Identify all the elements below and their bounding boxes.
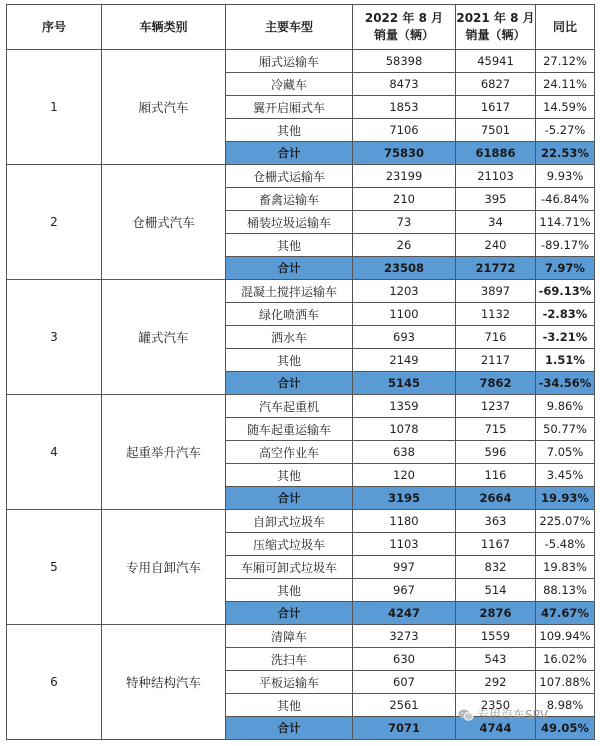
sales-2022-cell: 8473 [353, 73, 456, 96]
model-cell: 清障车 [226, 625, 353, 648]
sales-2021-cell: 45941 [456, 50, 536, 73]
yoy-cell: -89.17% [536, 234, 595, 257]
total-label-cell: 合计 [226, 602, 353, 625]
model-cell: 平板运输车 [226, 671, 353, 694]
yoy-cell: 8.98% [536, 694, 595, 717]
model-cell: 其他 [226, 349, 353, 372]
sales-2022-cell: 1180 [353, 510, 456, 533]
model-cell: 随车起重运输车 [226, 418, 353, 441]
model-cell: 其他 [226, 119, 353, 142]
sales-2021-cell: 240 [456, 234, 536, 257]
table-row [7, 280, 595, 303]
total-yoy-cell: 47.67% [536, 602, 595, 625]
yoy-cell: 3.45% [536, 464, 595, 487]
sales-2022-cell: 967 [353, 579, 456, 602]
total-2022-cell: 5145 [353, 372, 456, 395]
category-cell: 起重举升汽车 [102, 395, 226, 510]
sales-2022-cell: 1853 [353, 96, 456, 119]
sales-2021-cell: 514 [456, 579, 536, 602]
model-cell: 汽车起重机 [226, 395, 353, 418]
sales-2021-cell: 3897 [456, 280, 536, 303]
yoy-cell: 16.02% [536, 648, 595, 671]
sales-2021-cell: 2117 [456, 349, 536, 372]
total-2022-cell: 75830 [353, 142, 456, 165]
model-cell: 洗扫车 [226, 648, 353, 671]
yoy-cell: 1.51% [536, 349, 595, 372]
total-yoy-cell: 7.97% [536, 257, 595, 280]
yoy-cell: 9.93% [536, 165, 595, 188]
sales-2022-cell: 3273 [353, 625, 456, 648]
model-cell: 高空作业车 [226, 441, 353, 464]
yoy-cell: 9.86% [536, 395, 595, 418]
model-cell: 压缩式垃圾车 [226, 533, 353, 556]
header-2021 [456, 5, 536, 50]
model-cell: 畜禽运输车 [226, 188, 353, 211]
seq-cell: 4 [7, 395, 102, 510]
header-2022-line1: 2022 年 8 月 [364, 11, 444, 25]
wechat-icon [458, 708, 474, 722]
sales-2021-cell: 1617 [456, 96, 536, 119]
table-row [7, 395, 595, 418]
sales-2022-cell: 638 [353, 441, 456, 464]
sales-2022-cell: 630 [353, 648, 456, 671]
sales-2021-cell: 832 [456, 556, 536, 579]
model-cell: 仓栅式运输车 [226, 165, 353, 188]
sales-2022-cell: 1103 [353, 533, 456, 556]
header-2021-line2: 销量（辆） [465, 28, 526, 42]
total-yoy-cell: 19.93% [536, 487, 595, 510]
total-label-cell: 合计 [226, 142, 353, 165]
yoy-cell: 24.11% [536, 73, 595, 96]
total-2021-cell: 4744 [456, 717, 536, 740]
seq-cell: 6 [7, 625, 102, 740]
sales-2022-cell: 58398 [353, 50, 456, 73]
seq-cell: 1 [7, 50, 102, 165]
model-cell: 自卸式垃圾车 [226, 510, 353, 533]
sales-2022-cell: 607 [353, 671, 456, 694]
total-label-cell: 合计 [226, 257, 353, 280]
model-cell: 其他 [226, 234, 353, 257]
header-2021-line1: 2021 年 8 月 [456, 11, 535, 25]
total-2022-cell: 3195 [353, 487, 456, 510]
total-2021-cell: 2876 [456, 602, 536, 625]
category-cell: 仓栅式汽车 [102, 165, 226, 280]
sales-2022-cell: 693 [353, 326, 456, 349]
total-2022-cell: 7071 [353, 717, 456, 740]
header-category: 车辆类别 [102, 5, 226, 50]
header-seq: 序号 [7, 5, 102, 50]
sales-2021-cell: 6827 [456, 73, 536, 96]
watermark-text: 专用汽车SPV [477, 708, 549, 722]
sales-2021-cell: 596 [456, 441, 536, 464]
model-cell: 翼开启厢式车 [226, 96, 353, 119]
model-cell: 混凝土搅拌运输车 [226, 280, 353, 303]
sales-2022-cell: 26 [353, 234, 456, 257]
total-yoy-cell: -34.56% [536, 372, 595, 395]
yoy-cell: -5.27% [536, 119, 595, 142]
sales-2022-cell: 73 [353, 211, 456, 234]
yoy-cell: 7.05% [536, 441, 595, 464]
sales-2021-cell: 1167 [456, 533, 536, 556]
yoy-cell: 27.12% [536, 50, 595, 73]
model-cell: 厢式运输车 [226, 50, 353, 73]
table-body [7, 50, 595, 740]
yoy-cell: 14.59% [536, 96, 595, 119]
total-2021-cell: 2664 [456, 487, 536, 510]
category-cell: 厢式汽车 [102, 50, 226, 165]
sales-2021-cell: 716 [456, 326, 536, 349]
sales-2022-cell: 7106 [353, 119, 456, 142]
yoy-cell: 109.94% [536, 625, 595, 648]
header-yoy: 同比 [536, 5, 595, 50]
sales-2022-cell: 1078 [353, 418, 456, 441]
sales-2022-cell: 2561 [353, 694, 456, 717]
total-label-cell: 合计 [226, 372, 353, 395]
yoy-cell: -46.84% [536, 188, 595, 211]
category-cell: 罐式汽车 [102, 280, 226, 395]
category-cell: 专用自卸汽车 [102, 510, 226, 625]
sales-2022-cell: 210 [353, 188, 456, 211]
total-2021-cell: 21772 [456, 257, 536, 280]
model-cell: 桶装垃圾运输车 [226, 211, 353, 234]
seq-cell: 5 [7, 510, 102, 625]
watermark [458, 706, 548, 723]
yoy-cell: -3.21% [536, 326, 595, 349]
total-yoy-cell: 22.53% [536, 142, 595, 165]
total-label-cell: 合计 [226, 717, 353, 740]
sales-2022-cell: 23199 [353, 165, 456, 188]
seq-cell: 2 [7, 165, 102, 280]
model-cell: 车厢可卸式垃圾车 [226, 556, 353, 579]
total-2021-cell: 61886 [456, 142, 536, 165]
header-row [7, 5, 595, 50]
header-2022-line2: 销量（辆） [373, 28, 434, 42]
total-label-cell: 合计 [226, 487, 353, 510]
sales-2021-cell: 21103 [456, 165, 536, 188]
model-cell: 绿化喷洒车 [226, 303, 353, 326]
table-row [7, 510, 595, 533]
sales-2021-cell: 292 [456, 671, 536, 694]
table-row [7, 50, 595, 73]
yoy-cell: -69.13% [536, 280, 595, 303]
sales-2021-cell: 7501 [456, 119, 536, 142]
sales-2022-cell: 1100 [353, 303, 456, 326]
category-cell: 特种结构汽车 [102, 625, 226, 740]
sales-2022-cell: 997 [353, 556, 456, 579]
yoy-cell: 114.71% [536, 211, 595, 234]
yoy-cell: 50.77% [536, 418, 595, 441]
yoy-cell: 88.13% [536, 579, 595, 602]
sales-2022-cell: 1203 [353, 280, 456, 303]
total-yoy-cell: 49.05% [536, 717, 595, 740]
sales-2021-cell: 1132 [456, 303, 536, 326]
table-row [7, 625, 595, 648]
model-cell: 其他 [226, 464, 353, 487]
total-2022-cell: 4247 [353, 602, 456, 625]
total-2021-cell: 7862 [456, 372, 536, 395]
model-cell: 其他 [226, 694, 353, 717]
sales-2021-cell: 116 [456, 464, 536, 487]
sales-table [6, 4, 595, 740]
seq-cell: 3 [7, 280, 102, 395]
sales-2021-cell: 395 [456, 188, 536, 211]
yoy-cell: 19.83% [536, 556, 595, 579]
yoy-cell: 225.07% [536, 510, 595, 533]
yoy-cell: 107.88% [536, 671, 595, 694]
sales-2021-cell: 715 [456, 418, 536, 441]
sales-2022-cell: 120 [353, 464, 456, 487]
total-2022-cell: 23508 [353, 257, 456, 280]
header-2022 [353, 5, 456, 50]
sales-2021-cell: 1559 [456, 625, 536, 648]
model-cell: 洒水车 [226, 326, 353, 349]
model-cell: 其他 [226, 579, 353, 602]
sales-2021-cell: 1237 [456, 395, 536, 418]
sales-2021-cell: 363 [456, 510, 536, 533]
model-cell: 冷藏车 [226, 73, 353, 96]
table-row [7, 165, 595, 188]
sales-2021-cell: 543 [456, 648, 536, 671]
header-model: 主要车型 [226, 5, 353, 50]
yoy-cell: -5.48% [536, 533, 595, 556]
sales-2022-cell: 1359 [353, 395, 456, 418]
sales-2021-cell: 2350 [456, 694, 536, 717]
sales-2022-cell: 2149 [353, 349, 456, 372]
yoy-cell: -2.83% [536, 303, 595, 326]
sales-2021-cell: 34 [456, 211, 536, 234]
